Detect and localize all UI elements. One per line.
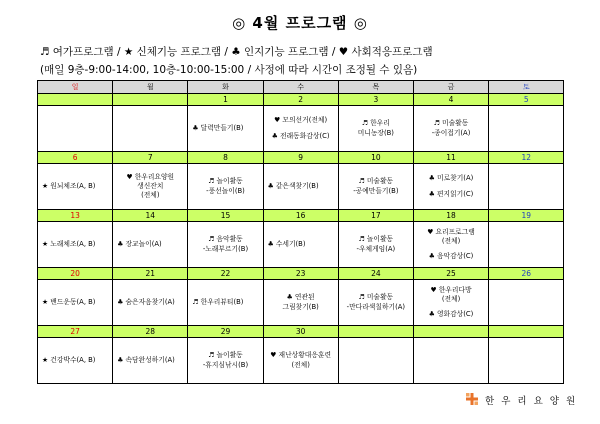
program-line: -노래부르기(B) xyxy=(202,244,249,253)
date-number: 21 xyxy=(113,268,188,280)
plus-cross-logo-icon xyxy=(466,393,478,405)
program-line: -우체게임(A) xyxy=(356,244,396,253)
weekday-header-row xyxy=(38,81,564,94)
date-number: 11 xyxy=(413,152,488,164)
program-row xyxy=(38,164,564,210)
program-cell xyxy=(489,222,564,268)
program-line: -공예만들기(B) xyxy=(353,186,399,195)
program-cell xyxy=(38,222,113,268)
program-row xyxy=(38,280,564,326)
date-number: 3 xyxy=(338,94,413,106)
program-line: ♣ 숨은자음찾기(A) xyxy=(117,297,175,306)
date-number: 26 xyxy=(489,268,564,280)
program-line: ♥ 요리프로그램 xyxy=(427,227,475,236)
program-cell xyxy=(263,280,338,326)
program-line: ♬ 놀이활동 xyxy=(208,351,243,360)
program-line: -종이접기(A) xyxy=(431,128,471,137)
program-cell xyxy=(188,338,263,384)
program-row xyxy=(38,106,564,152)
program-cell xyxy=(413,222,488,268)
program-line: ♣ 영화감상(C) xyxy=(428,310,474,319)
program-line: -휴지심낚시(B) xyxy=(202,360,249,369)
program-line: 생신잔치 xyxy=(137,181,164,190)
program-cell xyxy=(263,164,338,210)
program-line: 그림찾기(B) xyxy=(282,302,319,311)
date-number xyxy=(38,94,113,106)
program-line: ♣ 속담완성하기(A) xyxy=(117,355,175,364)
program-line: ♣ 연관된 xyxy=(286,293,315,302)
date-number: 10 xyxy=(338,152,413,164)
date-number xyxy=(489,326,564,338)
date-number-row xyxy=(38,94,564,106)
date-number xyxy=(413,326,488,338)
program-line: (전체) xyxy=(291,360,310,369)
program-line: ♣ 전래동화감상(C) xyxy=(271,131,330,140)
program-cell xyxy=(38,280,113,326)
program-cell xyxy=(489,280,564,326)
program-cell xyxy=(263,338,338,384)
program-line: ♥ 한우리다방 xyxy=(430,285,472,294)
program-line: ♣ 미로찾기(A) xyxy=(428,174,474,183)
program-line: ♥ 모의선거(전체) xyxy=(274,116,328,125)
date-number: 24 xyxy=(338,268,413,280)
program-cell xyxy=(413,164,488,210)
program-line: ♣ 장교놀이(A) xyxy=(117,239,162,248)
weekday-tue: 화 xyxy=(188,81,263,94)
weekday-mon: 월 xyxy=(113,81,188,94)
program-line: ★ 건강박수(A, B) xyxy=(42,355,96,364)
program-cell xyxy=(338,106,413,152)
program-line: ♣ 음악감상(C) xyxy=(428,252,474,261)
organization-name: 한 우 리 요 양 원 xyxy=(485,396,578,407)
date-number-row xyxy=(38,152,564,164)
program-line: -만다라색칠하기(A) xyxy=(346,302,406,311)
date-number: 22 xyxy=(188,268,263,280)
program-cell xyxy=(338,222,413,268)
date-number-row xyxy=(38,326,564,338)
program-line: (전체) xyxy=(141,191,160,200)
program-line: (전체) xyxy=(441,294,461,303)
program-line: ♬ 미술활동 xyxy=(358,293,394,302)
program-cell xyxy=(113,338,188,384)
program-line: ♬ 한우리뷰티(B) xyxy=(192,297,244,306)
date-number: 16 xyxy=(263,210,338,222)
date-number: 8 xyxy=(188,152,263,164)
program-cell xyxy=(263,106,338,152)
program-line: ♣ 수세기(B) xyxy=(267,239,306,248)
date-number xyxy=(113,94,188,106)
weekday-sun: 일 xyxy=(38,81,113,94)
date-number: 18 xyxy=(413,210,488,222)
program-line: ♣ 달력만들기(B) xyxy=(192,123,244,132)
date-number: 29 xyxy=(188,326,263,338)
program-line: ♬ 미술활동 xyxy=(433,119,469,128)
program-cell xyxy=(413,338,488,384)
program-row xyxy=(38,222,564,268)
date-number: 30 xyxy=(263,326,338,338)
program-line: ♬ 미술활동 xyxy=(358,177,394,186)
program-line: ★ 원뇌체조(A, B) xyxy=(42,181,96,190)
date-number xyxy=(338,326,413,338)
date-number: 2 xyxy=(263,94,338,106)
date-number-row xyxy=(38,268,564,280)
program-cell xyxy=(489,338,564,384)
program-cell xyxy=(338,280,413,326)
date-number: 5 xyxy=(489,94,564,106)
program-row xyxy=(38,338,564,384)
date-number: 1 xyxy=(188,94,263,106)
program-line: (전체) xyxy=(441,236,461,245)
date-number: 13 xyxy=(38,210,113,222)
date-number: 7 xyxy=(113,152,188,164)
program-line: ♬ 놀이활동 xyxy=(358,235,394,244)
program-line: 미니농장(B) xyxy=(357,128,394,137)
program-cell xyxy=(489,106,564,152)
date-number: 9 xyxy=(263,152,338,164)
program-cell xyxy=(113,106,188,152)
date-number: 25 xyxy=(413,268,488,280)
program-cell xyxy=(188,164,263,210)
program-line: ♣ 편지읽기(C) xyxy=(428,189,474,198)
date-number-row xyxy=(38,210,564,222)
program-line: -풍선놀이(B) xyxy=(206,186,245,195)
program-line: ♣ 같은색찾기(B) xyxy=(267,181,319,190)
date-number: 15 xyxy=(188,210,263,222)
program-cell xyxy=(338,164,413,210)
page-title: ◎ 4월 프로그램 ◎ xyxy=(232,14,368,32)
program-line: ♥ 한우리요양원 xyxy=(126,172,175,181)
program-cell xyxy=(188,222,263,268)
weekday-fri: 금 xyxy=(413,81,488,94)
program-legend: ♬ 여가프로그램 / ★ 신체기능 프로그램 / ♣ 인지기능 프로그램 / ♥ 사회적응프로그램 xyxy=(40,46,433,58)
program-line: ♬ 놀이활동 xyxy=(208,177,243,186)
weekday-thu: 목 xyxy=(338,81,413,94)
weekday-wed: 수 xyxy=(263,81,338,94)
program-cell xyxy=(338,338,413,384)
date-number: 17 xyxy=(338,210,413,222)
program-cell xyxy=(38,338,113,384)
date-number: 19 xyxy=(489,210,564,222)
program-line: ♥ 재난상황대응훈련 xyxy=(270,351,332,360)
date-number: 12 xyxy=(489,152,564,164)
program-cell xyxy=(113,222,188,268)
schedule-note: (매일 9층-9:00-14:00, 10층-10:00-15:00 / 사정에 따라 시간이 조정될 수 있음) xyxy=(40,64,418,76)
date-number: 27 xyxy=(38,326,113,338)
program-cell xyxy=(113,280,188,326)
date-number: 4 xyxy=(413,94,488,106)
program-cell xyxy=(263,222,338,268)
calendar-table xyxy=(37,80,564,384)
weekday-sat: 토 xyxy=(489,81,564,94)
date-number: 14 xyxy=(113,210,188,222)
program-cell xyxy=(188,106,263,152)
date-number: 23 xyxy=(263,268,338,280)
program-cell xyxy=(188,280,263,326)
program-cell xyxy=(489,164,564,210)
program-line: ♬ 한우리 xyxy=(361,119,390,128)
program-cell xyxy=(38,106,113,152)
date-number: 28 xyxy=(113,326,188,338)
date-number: 6 xyxy=(38,152,113,164)
program-cell xyxy=(413,280,488,326)
program-cell xyxy=(113,164,188,210)
program-cell xyxy=(413,106,488,152)
program-line: ★ 밴드운동(A, B) xyxy=(42,297,96,306)
program-line: ♬ 음악활동 xyxy=(208,235,243,244)
program-line: ★ 노래체조(A, B) xyxy=(42,239,96,248)
program-cell xyxy=(38,164,113,210)
date-number: 20 xyxy=(38,268,113,280)
